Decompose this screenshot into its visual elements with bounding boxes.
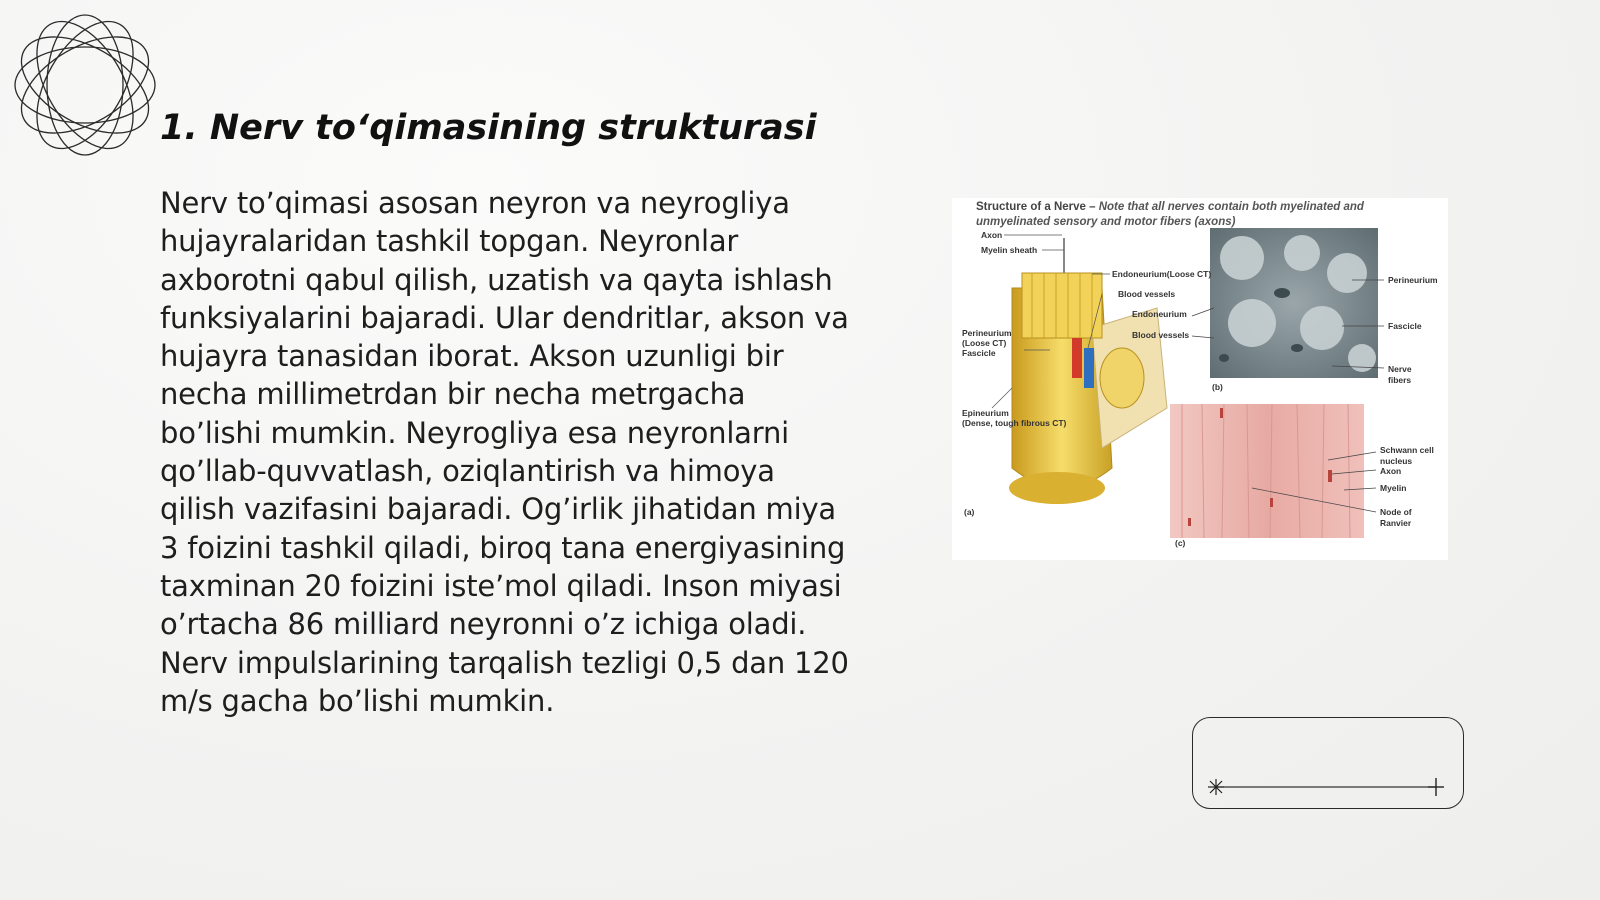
label-node-2: Ranvier [1380, 518, 1412, 528]
label-dense-ct: (Dense, tough fibrous CT) [962, 418, 1067, 428]
crosshair-icon [1428, 778, 1444, 796]
figure-title: Structure of a Nerve – Note that all nerves contain both myelinated and unmyelinated sensory and motor fibers (axons) [976, 201, 1364, 228]
label-perineurium-a: Perineurium [962, 328, 1012, 338]
label-axon: Axon [981, 230, 1003, 240]
slide-title: 1. Nerv to‘qimasining strukturasi [160, 108, 817, 148]
label-axon-c: Axon [1380, 466, 1402, 476]
sparkle-icon [1208, 779, 1224, 795]
slide-body-text: Nerv to’qimasi asosan neyron va neyrogliya hujayralaridan tashkil topgan. Neyronlar axborotni qabul qilish, uzatish va qayta ishlash funksiyalarini bajaradi. Ular dendritlar, akson va hujayra tanasidan iborat. Akson uzunligi bir necha millimetrdan bir necha metrgacha bo’lishi mumkin. Neyrogliya esa neyronlarni qo’llab-quvvatlash, oziqlantirish va himoya qilish vazifasini bajaradi. Og’irlik jihatidan miya 3 foizini tashkil qiladi, biroq tana energiyasining taxminan 20 foizini iste’mol qiladi. Inson miyasi o’rtacha 86 milliard neyronni o’z ichiga oladi. Nerv impulslarining tarqalish tezligi 0,5 dan 120 m/s gacha bo’lishi mumkin. [160, 186, 849, 718]
label-node-1: Node of [1380, 507, 1412, 517]
label-loose-ct: (Loose CT) [962, 338, 1007, 348]
label-nerve-fibers-2: fibers [1388, 375, 1412, 385]
label-endoneurium-loose: Endoneurium(Loose CT) [1112, 269, 1212, 279]
decorative-frame [1192, 717, 1464, 809]
label-perineurium-b: Perineurium [1388, 275, 1438, 285]
label-panel-b: (b) [1212, 382, 1223, 392]
label-endoneurium-b: Endoneurium [1132, 309, 1187, 319]
label-panel-c: (c) [1175, 538, 1186, 548]
label-blood-vessels-a: Blood vessels [1118, 289, 1176, 299]
myelin-micrograph [1170, 404, 1364, 538]
label-panel-a: (a) [964, 507, 975, 517]
interlocking-rings-icon [10, 10, 160, 160]
nerve-structure-figure [952, 198, 1448, 560]
label-fascicle-a: Fascicle [962, 348, 996, 358]
label-schwann-2: nucleus [1380, 456, 1413, 466]
label-nerve-fibers-1: Nerve [1388, 364, 1412, 374]
label-myelin-c: Myelin [1380, 483, 1407, 493]
label-epineurium: Epineurium [962, 408, 1009, 418]
label-myelin-sheath: Myelin sheath [981, 245, 1038, 255]
label-fascicle-b: Fascicle [1388, 321, 1422, 331]
label-schwann-1: Schwann cell [1380, 445, 1434, 455]
label-blood-vessels-b: Blood vessels [1132, 330, 1190, 340]
